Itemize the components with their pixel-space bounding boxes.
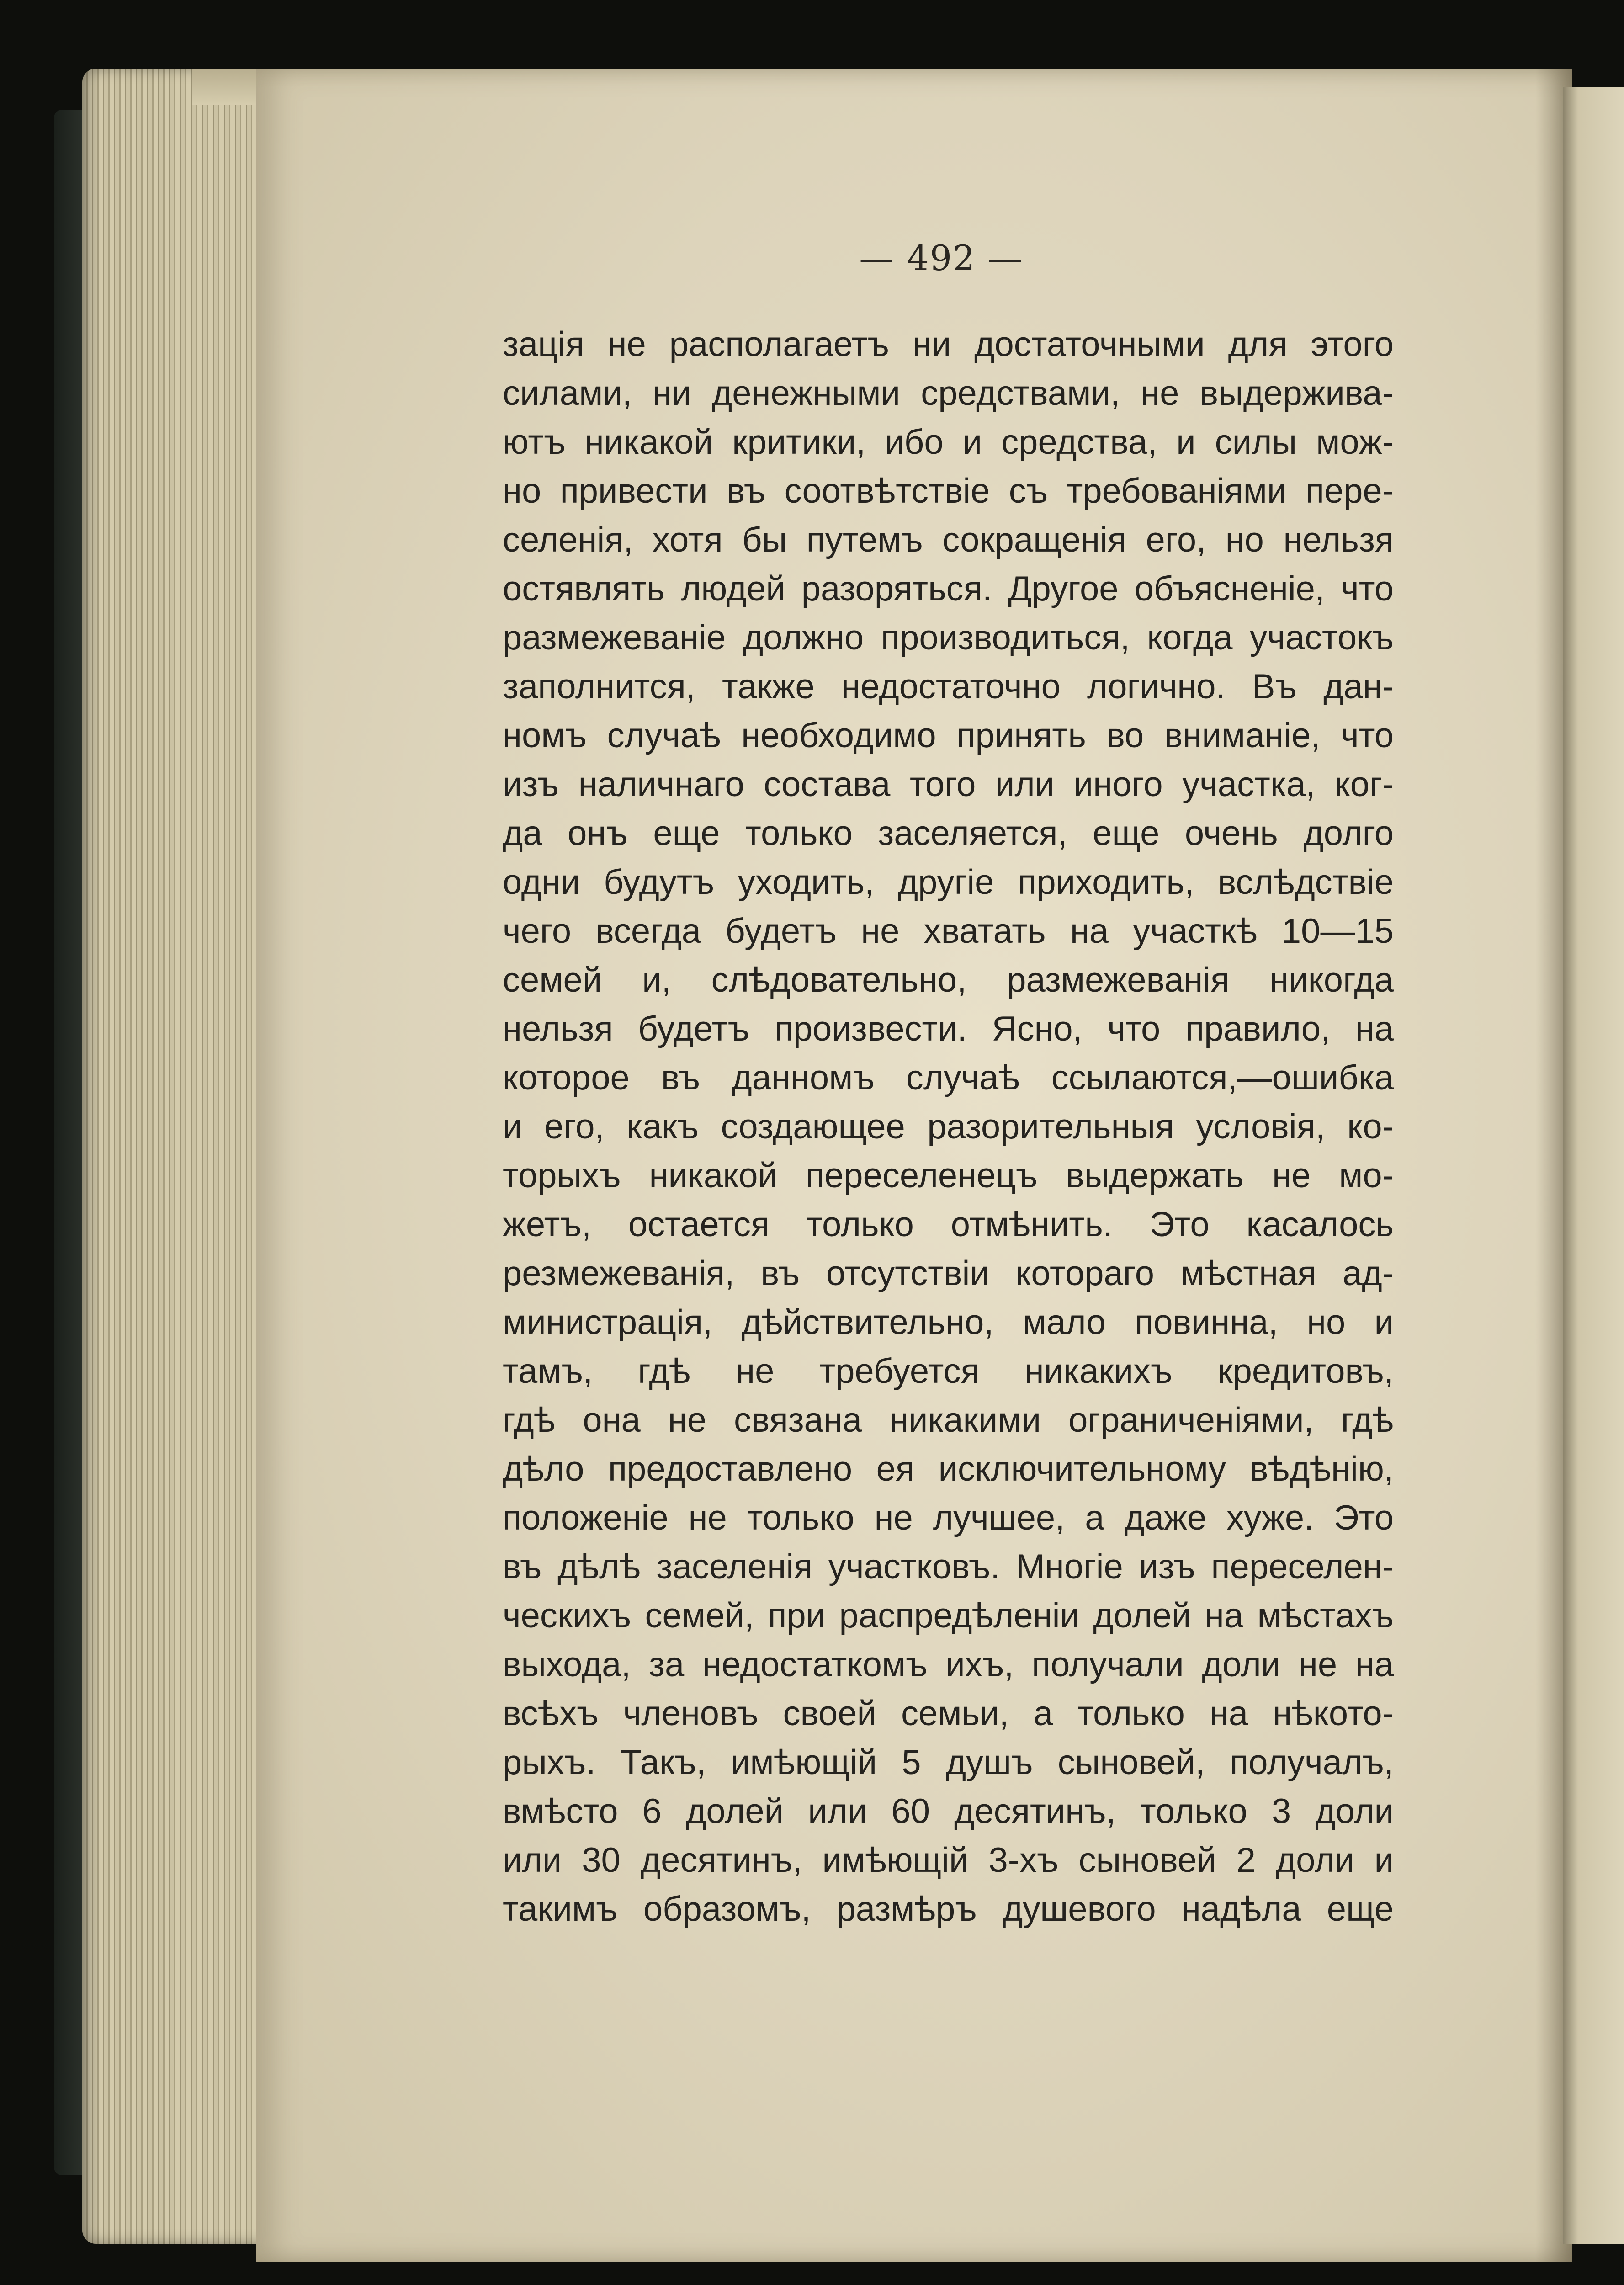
- text-line: и его, какъ создающее разорительныя условія, ко-: [503, 1107, 1394, 1146]
- text-line: размежеваніе должно производиться, когда участокъ: [503, 618, 1394, 657]
- text-line: такимъ образомъ, размѣръ душевого надѣла еще: [503, 1890, 1394, 1929]
- text-line: которое въ данномъ случаѣ ссылаются,—ошибка: [503, 1058, 1394, 1097]
- text-line: силами, ни денежными средствами, не выдержива-: [503, 374, 1394, 413]
- text-line: жетъ, остается только отмѣнить. Это касалось: [503, 1205, 1394, 1244]
- text-line: тамъ, гдѣ не требуется никакихъ кредитовъ,: [503, 1352, 1394, 1391]
- text-line: семей и, слѣдовательно, размежеванія никогда: [503, 961, 1394, 999]
- text-line: ютъ никакой критики, ибо и средства, и силы мож-: [503, 423, 1394, 462]
- text-line: одни будутъ уходить, другіе приходить, вслѣдствіе: [503, 863, 1394, 902]
- text-line: торыхъ никакой переселенецъ выдержать не мо-: [503, 1156, 1394, 1195]
- text-line: министрація, дѣйствительно, мало повинна, но и: [503, 1303, 1394, 1342]
- text-line: въ дѣлѣ заселенія участковъ. Многіе изъ переселен-: [503, 1547, 1394, 1586]
- text-line: гдѣ она не связана никакими ограниченіями, гдѣ: [503, 1401, 1394, 1440]
- text-line: да онъ еще только заселяется, еще очень долго: [503, 814, 1394, 853]
- text-line: нельзя будетъ произвести. Ясно, что правило, на: [503, 1010, 1394, 1048]
- text-line: вмѣсто 6 долей или 60 десятинъ, только 3 доли: [503, 1792, 1394, 1831]
- text-line: чего всегда будетъ не хватать на участкѣ 10—15: [503, 912, 1394, 951]
- text-line: всѣхъ членовъ своей семьи, а только на нѣкото-: [503, 1694, 1394, 1733]
- text-line: зація не располагаетъ ни достаточными для этого: [503, 325, 1394, 364]
- text-line: но привести въ соотвѣтствіе съ требованіями пере-: [503, 472, 1394, 510]
- text-line: рыхъ. Такъ, имѣющій 5 душъ сыновей, получалъ,: [503, 1743, 1394, 1782]
- text-line: заполнится, также недостаточно логично. Въ дан-: [503, 667, 1394, 706]
- text-line: номъ случаѣ необходимо принять во вниманіе, что: [503, 716, 1394, 755]
- page-number: — 492 —: [859, 238, 1024, 278]
- adjacent-page: [1563, 87, 1624, 2244]
- page-body-text: [503, 320, 1394, 1934]
- text-line: или 30 десятинъ, имѣющій 3-хъ сыновей 2 доли и: [503, 1841, 1394, 1880]
- text-line: выхода, за недостаткомъ ихъ, получали доли не на: [503, 1645, 1394, 1684]
- text-line: селенія, хотя бы путемъ сокращенія его, но нельзя: [503, 521, 1394, 559]
- text-line: положеніе не только не лучшее, а даже хуже. Это: [503, 1499, 1394, 1537]
- text-line: дѣло предоставлено ея исключительному вѣдѣнію,: [503, 1450, 1394, 1488]
- text-line: остявлять людей разоряться. Другое объясненіе, что: [503, 569, 1394, 608]
- text-line: резмежеванія, въ отсутствіи котораго мѣстная ад-: [503, 1254, 1394, 1293]
- text-line: изъ наличнаго состава того или иного участка, ког-: [503, 765, 1394, 804]
- text-line: ческихъ семей, при распредѣленіи долей на мѣстахъ: [503, 1596, 1394, 1635]
